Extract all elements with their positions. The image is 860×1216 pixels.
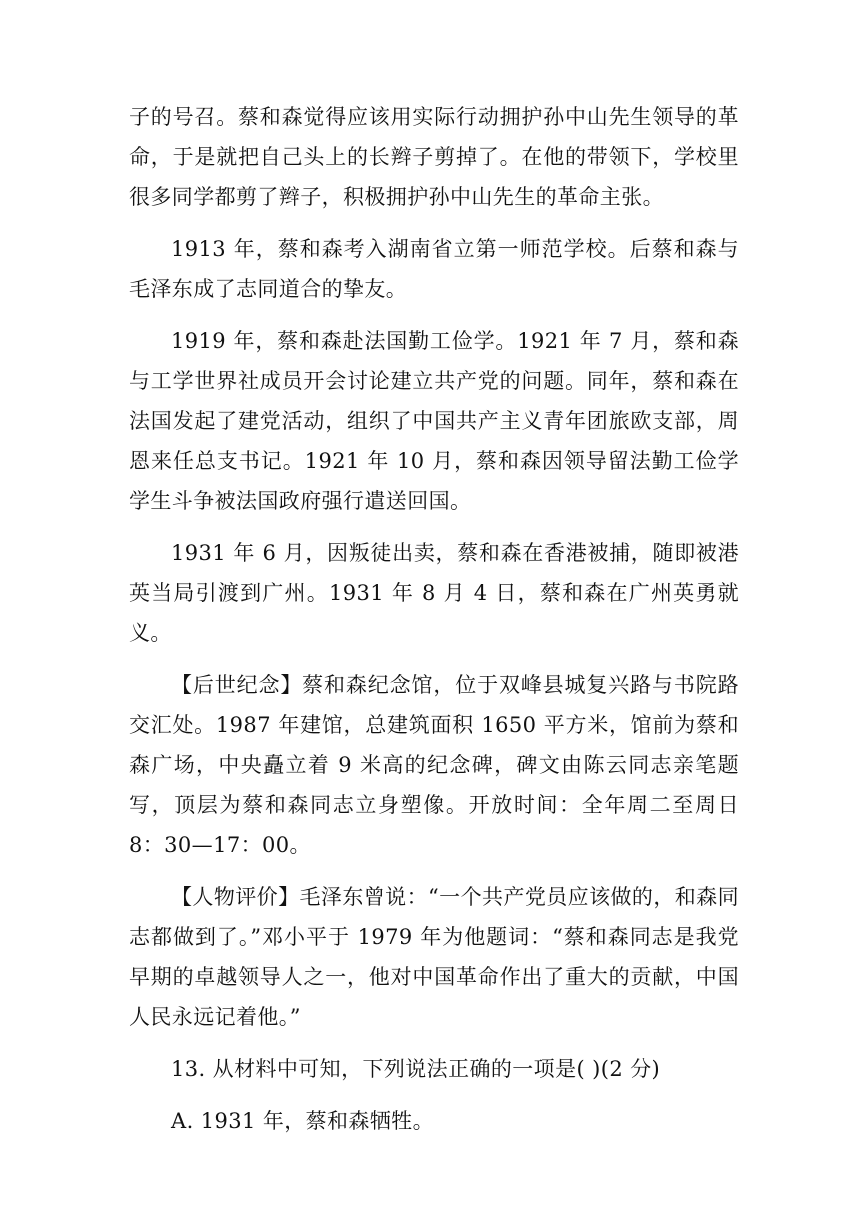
document-body bbox=[129, 97, 739, 1153]
paragraph-1913: 1913 年，蔡和森考入湖南省立第一师范学校。后蔡和森与毛泽东成了志同道合的挚友。 bbox=[129, 237, 739, 301]
paragraph-memorial: 【后世纪念】蔡和森纪念馆，位于双峰县城复兴路与书院路交汇处。1987 年建馆，总建筑面积 1650 平方米，馆前为蔡和森广场，中央矗立着 9 米高的纪念碑，碑文由陈云同志亲笔题写，顶层为蔡和森同志立身塑像。开放时间：全年周二至周日 8：30—17：00。 bbox=[129, 673, 739, 857]
question-13: 13. 从材料中可知，下列说法正确的一项是( )(2 分) bbox=[171, 1057, 661, 1081]
paragraph-evaluation: 【人物评价】毛泽东曾说：“一个共产党员应该做的，和森同志都做到了。”邓小平于 1979 年为他题词：“蔡和森同志是我党早期的卓越领导人之一，他对中国革命作出了重大的贡献，中国人民永远记着他。” bbox=[129, 885, 739, 1029]
paragraph-1931: 1931 年 6 月，因叛徒出卖，蔡和森在香港被捕，随即被港英当局引渡到广州。1931 年 8 月 4 日，蔡和森在广州英勇就义。 bbox=[129, 541, 739, 645]
paragraph-queue-cut: 子的号召。蔡和森觉得应该用实际行动拥护孙中山先生领导的革命，于是就把自己头上的长辫子剪掉了。在他的带领下，学校里很多同学都剪了辫子，积极拥护孙中山先生的革命主张。 bbox=[129, 105, 739, 209]
answer-option-a: A. 1931 年，蔡和森牺牲。 bbox=[171, 1109, 435, 1133]
paragraph-1919: 1919 年，蔡和森赴法国勤工俭学。1921 年 7 月，蔡和森与工学世界社成员开会讨论建立共产党的问题。同年，蔡和森在法国发起了建党活动，组织了中国共产主义青年团旅欧支部，周恩来任总支书记。1921 年 10 月，蔡和森因领导留法勤工俭学学生斗争被法国政府强行遣送回国。 bbox=[129, 329, 739, 513]
